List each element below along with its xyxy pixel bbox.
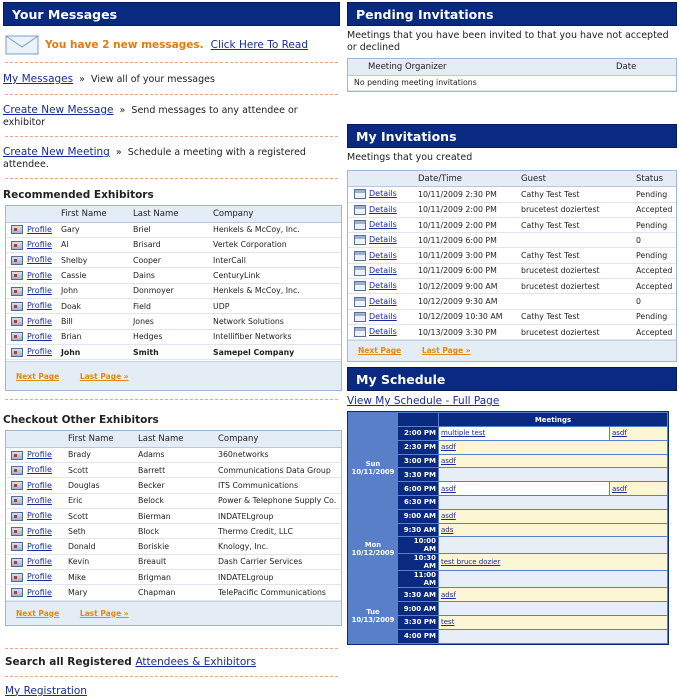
cell-company: Thermo Credit, LLC bbox=[218, 524, 341, 539]
cell-last-name: Chapman bbox=[138, 585, 218, 600]
profile-link[interactable]: Profile bbox=[27, 511, 52, 521]
cell-first-name: Al bbox=[61, 237, 133, 252]
my-registration-link[interactable]: My Registration bbox=[5, 684, 87, 697]
col-company: Company bbox=[213, 206, 341, 222]
pending-empty: No pending meeting invitations bbox=[348, 75, 676, 90]
cell-datetime: 10/11/2009 2:30 PM bbox=[418, 187, 521, 202]
profile-card-icon bbox=[11, 573, 23, 582]
calendar-icon bbox=[354, 281, 366, 291]
details-link[interactable]: Details bbox=[369, 235, 397, 245]
profile-link[interactable]: Profile bbox=[27, 331, 52, 341]
profile-card-icon bbox=[11, 512, 23, 521]
schedule-time: 10:30 AM bbox=[398, 554, 438, 570]
table-row bbox=[6, 554, 341, 569]
cell-company: INDATELgroup bbox=[218, 570, 341, 585]
col-date: Date bbox=[616, 59, 676, 75]
create-meeting-desc: Schedule a meeting with a registered attendee. bbox=[3, 147, 306, 170]
profile-link[interactable]: Profile bbox=[27, 301, 52, 311]
cell-last-name: Briel bbox=[133, 222, 213, 237]
profile-card-icon bbox=[11, 466, 23, 475]
col-meeting-organizer: Meeting Organizer bbox=[348, 59, 616, 75]
cell-guest: brucetest doziertest bbox=[521, 324, 636, 339]
schedule-day: Mon 10/12/2009 bbox=[349, 510, 397, 588]
create-message-desc: Send messages to any attendee or exhibitor bbox=[3, 105, 298, 128]
table-row bbox=[348, 187, 676, 202]
table-row bbox=[348, 217, 676, 232]
table-row bbox=[6, 585, 341, 600]
pending-table bbox=[347, 58, 677, 92]
other-title: Checkout Other Exhibitors bbox=[3, 414, 159, 427]
table-row bbox=[348, 294, 676, 309]
meeting-link[interactable]: asdf bbox=[441, 512, 456, 521]
search-row bbox=[3, 649, 340, 676]
table-row bbox=[6, 478, 341, 493]
meeting-link[interactable]: test bruce dozier bbox=[441, 558, 501, 567]
schedule-time: 9:00 AM bbox=[398, 602, 438, 615]
cell-last-name: Boriskie bbox=[138, 539, 218, 554]
profile-link[interactable]: Profile bbox=[27, 557, 52, 567]
profile-link[interactable]: Profile bbox=[27, 526, 52, 536]
schedule-time: 6:30 PM bbox=[398, 496, 438, 509]
schedule-time: 3:30 PM bbox=[398, 616, 438, 629]
cell-status: Accepted bbox=[636, 263, 676, 278]
cell-company: CenturyLink bbox=[213, 268, 341, 283]
schedule-header: My Schedule bbox=[347, 367, 677, 391]
cell-guest: brucetest doziertest bbox=[521, 263, 636, 278]
meeting-link[interactable]: test bbox=[441, 618, 455, 627]
invitations-pager bbox=[348, 340, 676, 361]
details-link[interactable]: Details bbox=[369, 311, 397, 321]
col-status: Status bbox=[636, 171, 676, 187]
cell-first-name: Brian bbox=[61, 329, 133, 344]
cell-last-name: Brigman bbox=[138, 570, 218, 585]
new-messages-text: You have 2 new messages. bbox=[45, 39, 204, 51]
table-row bbox=[6, 447, 341, 462]
profile-card-icon bbox=[11, 241, 23, 250]
table-row bbox=[6, 298, 341, 313]
profile-link[interactable]: Profile bbox=[27, 495, 52, 505]
cell-first-name: John bbox=[61, 344, 133, 359]
schedule-time: 6:00 PM bbox=[398, 482, 438, 495]
cell-status: Accepted bbox=[636, 279, 676, 294]
schedule-time: 3:30 PM bbox=[398, 468, 438, 481]
profile-card-icon bbox=[11, 542, 23, 551]
cell-guest: Cathy Test Test bbox=[521, 217, 636, 232]
cell-status: Pending bbox=[636, 217, 676, 232]
cell-company: InterCall bbox=[213, 253, 341, 268]
cell-status: Accepted bbox=[636, 202, 676, 217]
profile-link[interactable]: Profile bbox=[27, 270, 52, 280]
details-link[interactable]: Details bbox=[369, 189, 397, 199]
cell-company: Intellifiber Networks bbox=[213, 329, 341, 344]
profile-card-icon bbox=[11, 348, 23, 357]
cell-last-name: Bierman bbox=[138, 508, 218, 523]
cell-company: Samepel Company bbox=[213, 344, 341, 359]
table-row bbox=[6, 508, 341, 523]
meeting-link[interactable]: asdf bbox=[612, 484, 627, 493]
profile-card-icon bbox=[11, 496, 23, 505]
schedule-row bbox=[349, 427, 667, 440]
cell-guest bbox=[521, 294, 636, 309]
profile-card-icon bbox=[11, 271, 23, 280]
registration-row bbox=[3, 677, 340, 697]
other-pager bbox=[6, 601, 341, 625]
left-column bbox=[3, 2, 340, 697]
table-row bbox=[6, 462, 341, 477]
cell-datetime: 10/11/2009 6:00 PM bbox=[418, 263, 521, 278]
details-link[interactable]: Details bbox=[369, 281, 397, 291]
cell-first-name: Mike bbox=[68, 570, 138, 585]
profile-link[interactable]: Profile bbox=[27, 286, 52, 296]
profile-card-icon bbox=[11, 332, 23, 341]
pending-intro: Meetings that you have been invited to that you have not accepted or declined bbox=[347, 30, 669, 53]
cell-datetime: 10/11/2009 6:00 PM bbox=[418, 233, 521, 248]
details-link[interactable]: Details bbox=[369, 250, 397, 260]
recommended-title: Recommended Exhibitors bbox=[3, 189, 154, 201]
cell-company: Dash Carrier Services bbox=[218, 554, 341, 569]
profile-link[interactable]: Profile bbox=[27, 240, 52, 250]
schedule-time: 3:00 PM bbox=[398, 455, 438, 468]
cell-last-name: Cooper bbox=[133, 253, 213, 268]
profile-link[interactable]: Profile bbox=[27, 541, 52, 551]
col-first-name: First Name bbox=[61, 206, 133, 222]
meeting-link[interactable]: adsf bbox=[441, 590, 456, 599]
read-messages-link[interactable]: Click Here To Read bbox=[210, 39, 308, 51]
meeting-link[interactable]: asdf bbox=[612, 429, 627, 438]
table-row bbox=[348, 248, 676, 263]
create-message-link[interactable]: Create New Message bbox=[3, 104, 114, 116]
profile-card-icon bbox=[11, 302, 23, 311]
calendar-icon bbox=[354, 327, 366, 337]
table-row bbox=[6, 344, 341, 359]
table-row bbox=[348, 324, 676, 339]
cell-last-name: Field bbox=[133, 298, 213, 313]
meeting-link[interactable]: asdf bbox=[441, 443, 456, 452]
cell-datetime: 10/11/2009 3:00 PM bbox=[418, 248, 521, 263]
table-row bbox=[6, 493, 341, 508]
schedule-time: 9:30 AM bbox=[398, 524, 438, 537]
details-link[interactable]: Details bbox=[369, 296, 397, 306]
invitations-table bbox=[347, 170, 677, 362]
profile-card-icon bbox=[11, 588, 23, 597]
details-link[interactable]: Details bbox=[369, 327, 397, 337]
cell-company: Vertek Corporation bbox=[213, 237, 341, 252]
create-meeting-row: Create New Meeting » Schedule a meeting with a registered attendee. bbox=[3, 146, 306, 170]
schedule-time: 10:00 AM bbox=[398, 537, 438, 553]
cell-status: 0 bbox=[636, 233, 676, 248]
other-table bbox=[5, 430, 342, 625]
col-last-name: Last Name bbox=[133, 206, 213, 222]
cell-company: Knology, Inc. bbox=[218, 539, 341, 554]
profile-link[interactable]: Profile bbox=[27, 347, 52, 357]
table-row bbox=[348, 309, 676, 324]
recommended-table bbox=[5, 205, 342, 391]
next-page-link[interactable]: Next Page bbox=[16, 608, 60, 618]
col-first-name: First Name bbox=[68, 431, 138, 447]
cell-guest: Cathy Test Test bbox=[521, 187, 636, 202]
cell-last-name: Adams bbox=[138, 447, 218, 462]
cell-company: Network Solutions bbox=[213, 314, 341, 329]
create-meeting-link[interactable]: Create New Meeting bbox=[3, 146, 110, 158]
cell-datetime: 10/11/2009 2:00 PM bbox=[418, 202, 521, 217]
table-row bbox=[348, 279, 676, 294]
calendar-icon bbox=[354, 235, 366, 245]
cell-first-name: Brady bbox=[68, 447, 138, 462]
cell-first-name: Mary bbox=[68, 585, 138, 600]
cell-company: Communications Data Group bbox=[218, 462, 341, 477]
profile-link[interactable]: Profile bbox=[27, 316, 52, 326]
profile-link[interactable]: Profile bbox=[27, 255, 52, 265]
cell-first-name: Shelby bbox=[61, 253, 133, 268]
cell-guest bbox=[521, 233, 636, 248]
cell-datetime: 10/12/2009 10:30 AM bbox=[418, 309, 521, 324]
next-page-link[interactable]: Next Page bbox=[358, 346, 402, 356]
profile-link[interactable]: Profile bbox=[27, 450, 52, 460]
next-page-link[interactable]: Next Page bbox=[16, 372, 60, 382]
table-row bbox=[6, 524, 341, 539]
table-row bbox=[348, 202, 676, 217]
profile-card-icon bbox=[11, 317, 23, 326]
cell-status: Accepted bbox=[636, 324, 676, 339]
profile-card-icon bbox=[11, 527, 23, 536]
schedule-grid bbox=[347, 411, 669, 644]
cell-status: 0 bbox=[636, 294, 676, 309]
profile-link[interactable]: Profile bbox=[27, 465, 52, 475]
schedule-link-row bbox=[347, 391, 677, 407]
col-company: Company bbox=[218, 431, 341, 447]
cell-last-name: Barrett bbox=[138, 462, 218, 477]
schedule-time: 2:30 PM bbox=[398, 441, 438, 454]
table-row bbox=[6, 253, 341, 268]
profile-card-icon bbox=[11, 287, 23, 296]
table-row bbox=[6, 283, 341, 298]
search-label: Search all Registered bbox=[5, 655, 132, 668]
cell-last-name: Smith bbox=[133, 344, 213, 359]
cell-first-name: Eric bbox=[68, 493, 138, 508]
table-row bbox=[6, 329, 341, 344]
cell-last-name: Brisard bbox=[133, 237, 213, 252]
cell-first-name: Gary bbox=[61, 222, 133, 237]
meetings-header: Meetings bbox=[439, 413, 667, 426]
cell-datetime: 10/12/2009 9:30 AM bbox=[418, 294, 521, 309]
profile-card-icon bbox=[11, 225, 23, 234]
table-row bbox=[6, 222, 341, 237]
cell-first-name: Bill bbox=[61, 314, 133, 329]
recommended-pager bbox=[6, 361, 341, 390]
table-row bbox=[6, 539, 341, 554]
cell-first-name: Seth bbox=[68, 524, 138, 539]
cell-last-name: Dains bbox=[133, 268, 213, 283]
cell-company: ITS Communications bbox=[218, 478, 341, 493]
schedule-day: Sun 10/11/2009 bbox=[349, 427, 397, 509]
full-schedule-link[interactable]: View My Schedule - Full Page bbox=[347, 395, 500, 408]
schedule-row bbox=[349, 588, 667, 601]
cell-first-name: Scott bbox=[68, 462, 138, 477]
right-column bbox=[347, 2, 677, 645]
cell-first-name: Donald bbox=[68, 539, 138, 554]
table-row bbox=[6, 268, 341, 283]
my-messages-desc: View all of your messages bbox=[91, 74, 215, 85]
cell-company: UDP bbox=[213, 298, 341, 313]
calendar-icon bbox=[354, 251, 366, 261]
details-link[interactable]: Details bbox=[369, 204, 397, 214]
schedule-time: 9:00 AM bbox=[398, 510, 438, 523]
cell-last-name: Belock bbox=[138, 493, 218, 508]
meeting-link[interactable]: asdf bbox=[441, 484, 456, 493]
last-page-link[interactable]: Last Page » bbox=[79, 608, 129, 618]
details-link[interactable]: Details bbox=[369, 265, 397, 275]
cell-guest: Cathy Test Test bbox=[521, 309, 636, 324]
cell-first-name: John bbox=[61, 283, 133, 298]
calendar-icon bbox=[354, 297, 366, 307]
my-messages-row: My Messages » View all of your messages bbox=[3, 73, 215, 85]
calendar-icon bbox=[354, 189, 366, 199]
schedule-row bbox=[349, 510, 667, 523]
cell-status: Pending bbox=[636, 248, 676, 263]
profile-link[interactable]: Profile bbox=[27, 587, 52, 597]
profile-link[interactable]: Profile bbox=[27, 224, 52, 234]
calendar-icon bbox=[354, 205, 366, 215]
col-datetime: Date/Time bbox=[418, 171, 521, 187]
cell-company: Henkels & McCoy, Inc. bbox=[213, 222, 341, 237]
cell-company: Henkels & McCoy, Inc. bbox=[213, 283, 341, 298]
create-message-row: Create New Message » Send messages to any attendee or exhibitor bbox=[3, 104, 298, 128]
cell-last-name: Jones bbox=[133, 314, 213, 329]
cell-first-name: Douglas bbox=[68, 478, 138, 493]
cell-last-name: Hedges bbox=[133, 329, 213, 344]
search-attendees-link[interactable]: Attendees & Exhibitors bbox=[135, 655, 257, 668]
cell-last-name: Breault bbox=[138, 554, 218, 569]
calendar-icon bbox=[354, 220, 366, 230]
schedule-time: 11:00 AM bbox=[398, 571, 438, 587]
cell-guest: brucetest doziertest bbox=[521, 202, 636, 217]
details-link[interactable]: Details bbox=[369, 220, 397, 230]
last-page-link[interactable]: Last Page » bbox=[421, 346, 471, 356]
schedule-day: Tue 10/13/2009 bbox=[349, 588, 397, 642]
cell-guest: brucetest doziertest bbox=[521, 279, 636, 294]
col-guest: Guest bbox=[521, 171, 636, 187]
table-row bbox=[6, 237, 341, 252]
cell-datetime: 10/13/2009 3:30 PM bbox=[418, 324, 521, 339]
profile-card-icon bbox=[11, 451, 23, 460]
profile-link[interactable]: Profile bbox=[27, 480, 52, 490]
table-row bbox=[6, 570, 341, 585]
pending-header: Pending Invitations bbox=[347, 2, 677, 26]
profile-card-icon bbox=[11, 481, 23, 490]
table-row bbox=[348, 263, 676, 278]
profile-card-icon bbox=[11, 558, 23, 567]
my-messages-link[interactable]: My Messages bbox=[3, 73, 74, 85]
messages-header: Your Messages bbox=[3, 2, 340, 26]
calendar-icon bbox=[354, 312, 366, 322]
cell-company: 360networks bbox=[218, 447, 341, 462]
table-row bbox=[348, 233, 676, 248]
meeting-link[interactable]: multiple test bbox=[441, 429, 486, 438]
cell-first-name: Scott bbox=[68, 508, 138, 523]
cell-first-name: Doak bbox=[61, 298, 133, 313]
cell-status: Pending bbox=[636, 187, 676, 202]
cell-last-name: Block bbox=[138, 524, 218, 539]
profile-card-icon bbox=[11, 256, 23, 265]
meeting-link[interactable]: ads bbox=[441, 526, 454, 535]
cell-status: Pending bbox=[636, 309, 676, 324]
envelope-icon bbox=[5, 35, 39, 55]
invitations-header: My Invitations bbox=[347, 124, 677, 148]
cell-first-name: Kevin bbox=[68, 554, 138, 569]
schedule-time: 3:30 AM bbox=[398, 588, 438, 601]
calendar-icon bbox=[354, 266, 366, 276]
col-last-name: Last Name bbox=[138, 431, 218, 447]
cell-guest: Cathy Test Test bbox=[521, 248, 636, 263]
cell-company: Power & Telephone Supply Co. bbox=[218, 493, 341, 508]
cell-company: TelePacific Communications bbox=[218, 585, 341, 600]
cell-last-name: Becker bbox=[138, 478, 218, 493]
new-messages-line bbox=[3, 28, 340, 62]
cell-datetime: 10/12/2009 9:00 AM bbox=[418, 279, 521, 294]
profile-link[interactable]: Profile bbox=[27, 572, 52, 582]
last-page-link[interactable]: Last Page » bbox=[79, 372, 129, 382]
meeting-link[interactable]: asdf bbox=[441, 457, 456, 466]
cell-company: INDATELgroup bbox=[218, 508, 341, 523]
cell-first-name: Cassie bbox=[61, 268, 133, 283]
table-row bbox=[6, 314, 341, 329]
schedule-time: 4:00 PM bbox=[398, 630, 438, 643]
invitations-intro: Meetings that you created bbox=[347, 151, 473, 163]
cell-datetime: 10/11/2009 2:00 PM bbox=[418, 217, 521, 232]
cell-last-name: Donmoyer bbox=[133, 283, 213, 298]
schedule-time: 2:00 PM bbox=[398, 427, 438, 440]
